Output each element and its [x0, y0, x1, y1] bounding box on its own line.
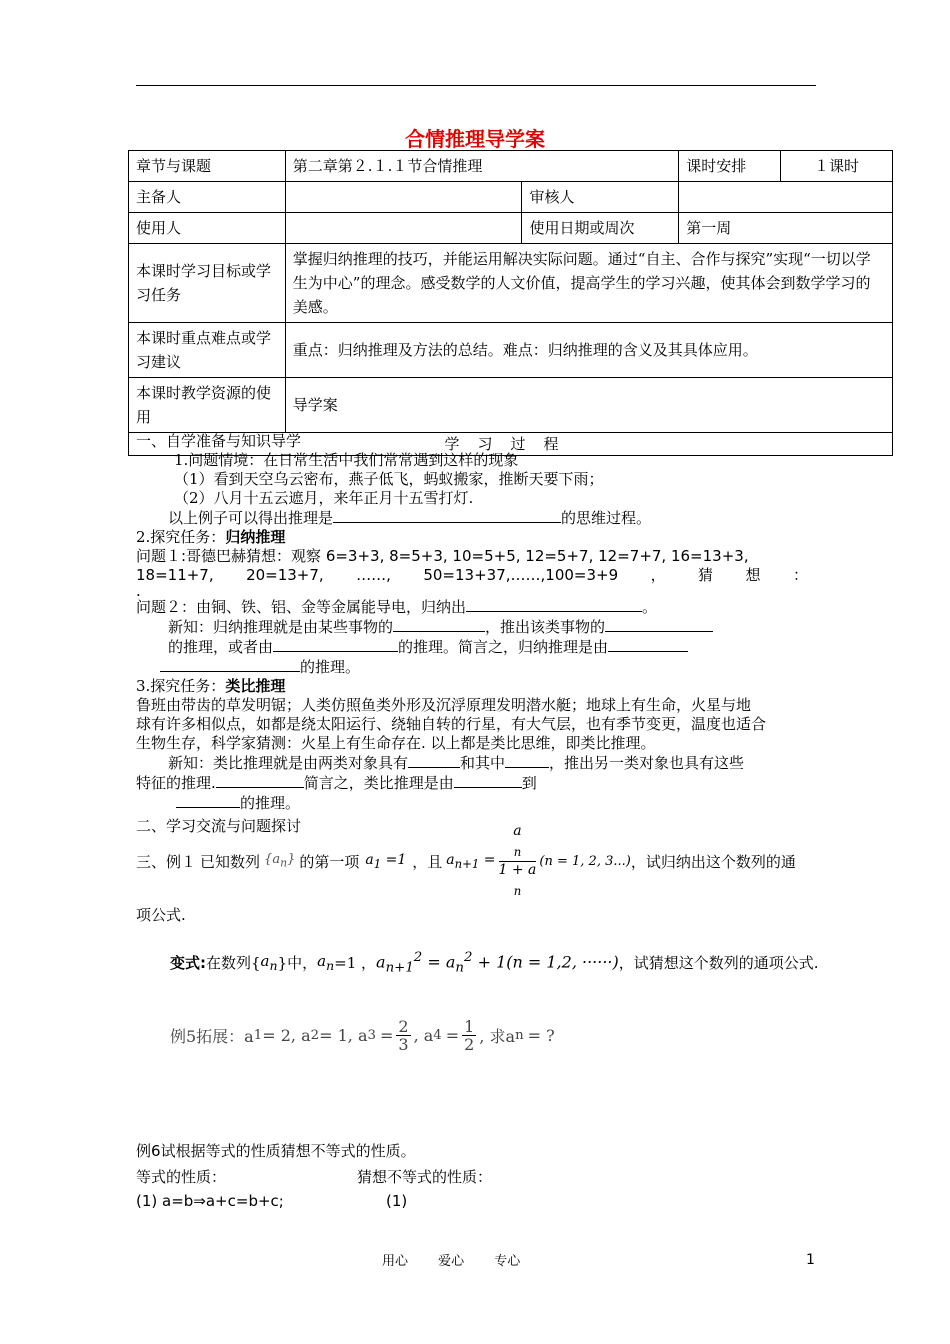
paragraph: 问题２：由铜、铁、铝、金等金属能导电，归纳出 。 — [136, 598, 658, 616]
paragraph: 生物生存，科学家猜测：火星上有生命存在. 以上都是类比思维，即类比推理。 — [136, 734, 656, 752]
paragraph: 新知：归纳推理就是由某些事物的 ，推出该类事物的 — [136, 617, 816, 637]
cell: 使用人 — [129, 213, 286, 244]
content-body — [136, 432, 816, 836]
paragraph: 2.探究任务：归纳推理 — [136, 528, 286, 546]
formula: $a_1 =1$ — [365, 851, 407, 871]
paragraph: (1) a=b⇒a+c=b+c; — [136, 1192, 284, 1210]
table-row — [129, 182, 893, 213]
fill-blank[interactable] — [466, 597, 642, 612]
footer: 用心 爱心 专心 — [382, 1254, 521, 1269]
cell: 第一周 — [679, 213, 893, 244]
paragraph: 1.问题情境：在日常生活中我们常常遇到这样的现象 — [174, 451, 519, 469]
fill-blank[interactable] — [505, 753, 549, 768]
paragraph: 鲁班由带齿的草发明锯；人类仿照鱼类外形及沉浮原理发明潜水艇；地球上有生命，火星与地 — [136, 696, 752, 714]
paragraph: （1）看到天空乌云密布，燕子低飞，蚂蚁搬家，推断天要下雨； — [174, 470, 604, 488]
paragraph: 项公式. — [136, 906, 186, 924]
paragraph: 的推理。 — [136, 793, 816, 813]
cell: 本课时重点难点或学习建议 — [129, 323, 286, 378]
fill-blank[interactable] — [605, 617, 713, 632]
cell: 章节与课题 — [129, 151, 286, 182]
formula: $a_{n+1}^2 = a_n^2 + 1(n = 1,2$, ······) — [376, 950, 619, 976]
cell: 导学案 — [285, 378, 892, 433]
cell — [285, 213, 522, 244]
fill-blank[interactable] — [216, 773, 304, 788]
fill-blank[interactable] — [408, 753, 460, 768]
fill-blank[interactable] — [333, 508, 561, 523]
paragraph: 3.探究任务：类比推理 — [136, 677, 286, 695]
paragraph: 等式的性质： — [136, 1168, 227, 1186]
table-row — [129, 151, 893, 182]
cell: 课时安排 — [679, 151, 781, 182]
section-heading: 二、学习交流与问题探讨 — [136, 817, 302, 835]
paragraph: 以上例子可以得出推理是 的思维过程。 — [168, 509, 652, 527]
paragraph: . — [136, 582, 141, 600]
section-heading: 一、自学准备与知识导学 — [136, 432, 302, 450]
page-number: 1 — [806, 1252, 815, 1268]
paragraph: 的推理，或者由 的推理。简言之，归纳推理是由 — [136, 637, 816, 657]
fill-blank[interactable] — [608, 637, 688, 652]
process-heading: 学习过程 — [129, 433, 893, 456]
cell — [679, 182, 893, 213]
formula: $a_{n+1}$ = — [446, 851, 496, 871]
table-row — [129, 323, 893, 378]
fill-blank[interactable] — [273, 637, 398, 652]
example-5: 例5拓展：a 1 = 2, a 2 = 1, a 3 = $\frac{2}{3}$ , a 4 = $\frac{1}{2}$ , 求a n = ? — [170, 1017, 555, 1054]
cell: 本课时学习目标或学习任务 — [129, 244, 286, 323]
table-row — [129, 213, 893, 244]
table-row — [129, 378, 893, 433]
fill-blank[interactable] — [393, 617, 485, 632]
fraction: a $_n$ 1 + a $_n$ — [498, 822, 537, 898]
paragraph: 问题１:哥德巴赫猜想：观察 6=3+3, 8=5+3, 10=5+5, 12=5+7, 12=7+7, 16=13+3, — [136, 547, 749, 565]
variant: 变式: 在数列{ $a_n$ }中， $a_n$ =1 ， $a_{n+1}^2 = a_n^2 + 1(n = 1,2$, ······) ，试猜想这个数列的通项公式. — [170, 950, 819, 976]
formula: $\{a_n\}$ — [264, 852, 296, 870]
formula: $a_n$ — [317, 952, 335, 974]
paragraph: 18=11+7, 20=13+7, ……, 50=13+37,……,100=3+9 ， 猜 想 ： — [136, 566, 808, 584]
cell: 重点：归纳推理及方法的总结。难点：归纳推理的含义及其具体应用。 — [285, 323, 892, 378]
example-6-title: 例6试根据等式的性质猜想不等式的性质。 — [136, 1142, 416, 1160]
cell: １课时 — [781, 151, 893, 182]
paragraph: 特征的推理. 简言之，类比推理是由 到 — [136, 774, 537, 792]
page-title: 合情推理导学案 — [405, 127, 545, 151]
info-table — [128, 150, 893, 456]
cell: 第二章第２.１.１节合情推理 — [285, 151, 678, 182]
paragraph: 球有许多相似点，如都是绕太阳运行、绕轴自转的行星，有大气层，也有季节变更，温度也适合 — [136, 715, 767, 733]
paragraph: 新知：类比推理就是由两类对象具有 和其中 ，推出另一类对象也具有这些 — [168, 754, 745, 772]
fill-blank[interactable] — [176, 793, 240, 808]
fraction: $\frac{2}{3}$ — [398, 1017, 409, 1054]
header-rule — [136, 85, 816, 86]
example-1: 三、 例１ 已知数列 $\{a_n\}$ 的第一项 $a_1 =1$ ，且 $a_{n+1}$ = a $_n$ 1 + a $_n$ (n = 1, 2, 3...) ，试归纳出这个数列的通 — [136, 822, 796, 898]
fill-blank[interactable] — [160, 657, 300, 672]
cell — [285, 182, 522, 213]
cell: 审核人 — [522, 182, 679, 213]
table-row — [129, 244, 893, 323]
paragraph: (1) — [386, 1192, 408, 1210]
paragraph: 猜想不等式的性质： — [357, 1168, 493, 1186]
fraction: $\frac{1}{2}$ — [464, 1017, 475, 1054]
cell: 使用日期或周次 — [522, 213, 679, 244]
formula: $a_n$ — [260, 952, 278, 974]
paragraph: （2）八月十五云遮月，来年正月十五雪打灯. — [174, 489, 474, 507]
cell: 掌握归纳推理的技巧，并能运用解决实际问题。通过“自主、合作与探究”实现“一切以学生为中心”的理念。感受数学的人文价值，提高学生的学习兴趣，使其体会到数学学习的美感。 — [285, 244, 892, 323]
fill-blank[interactable] — [454, 773, 522, 788]
cell: 本课时教学资源的使用 — [129, 378, 286, 433]
paragraph: 的推理。 — [136, 657, 816, 677]
cell: 主备人 — [129, 182, 286, 213]
